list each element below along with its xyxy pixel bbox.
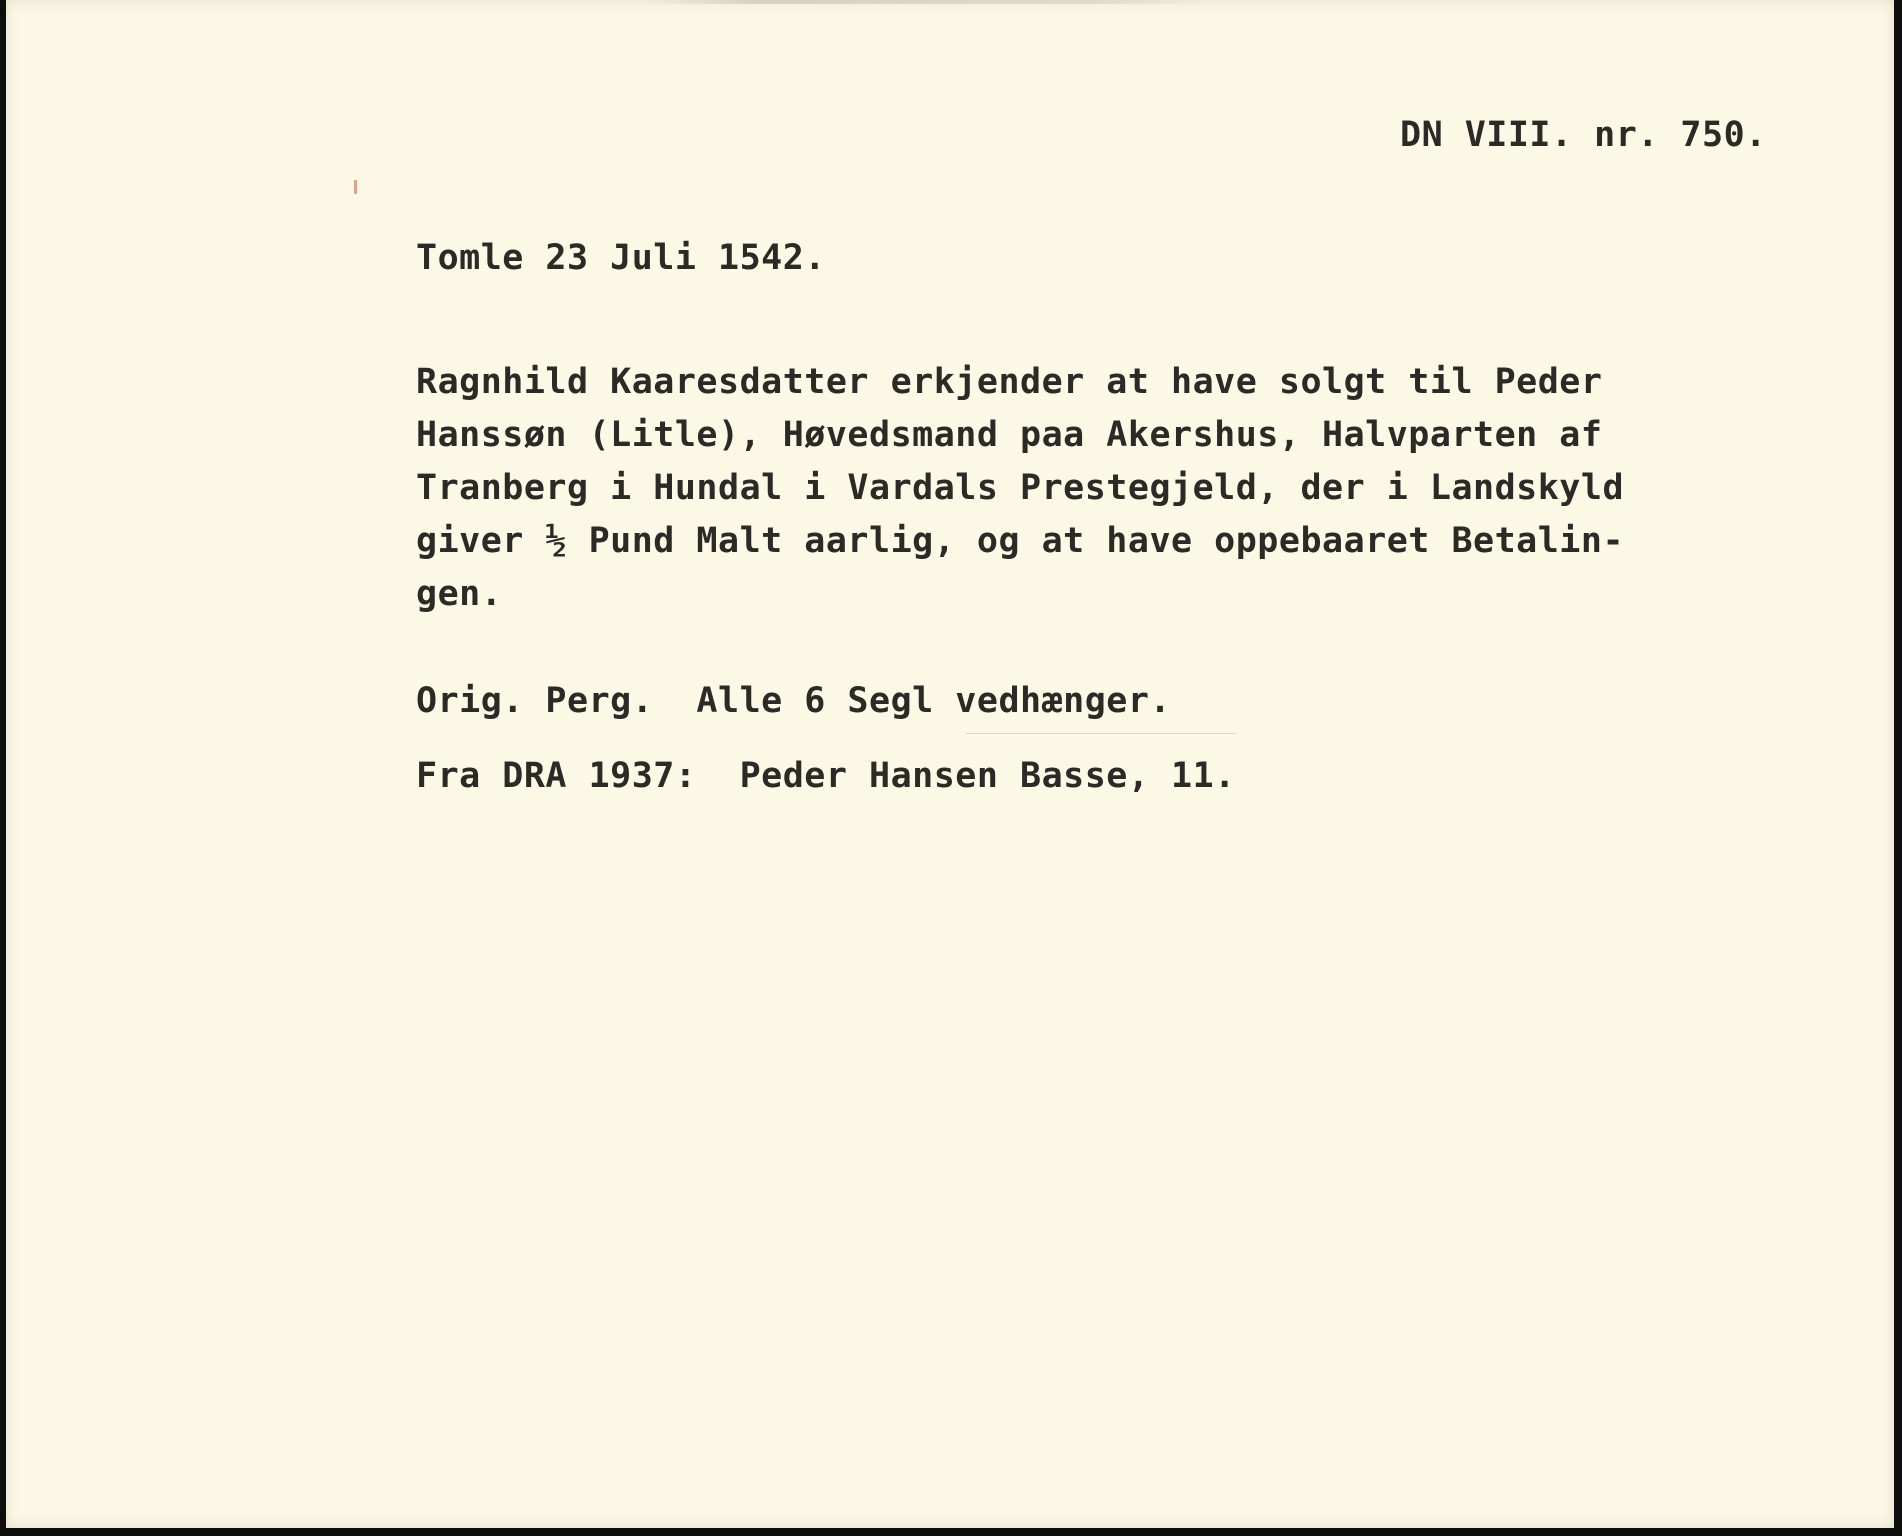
faint-underline-mark xyxy=(966,733,1236,734)
summary-line: Hanssøn (Litle), Høvedsmand paa Akershus, Halvparten af xyxy=(416,415,1603,455)
summary-line: Ragnhild Kaaresdatter erkjender at have solgt til Peder xyxy=(416,362,1603,402)
summary-line: giver ½ Pund Malt aarlig, og at have oppebaaret Betalin- xyxy=(416,521,1625,561)
top-edge-mark xyxy=(646,0,1206,4)
summary-line: gen. xyxy=(416,574,503,614)
summary-line: Tranberg i Hundal i Vardals Prestegjeld, der i Landskyld xyxy=(416,468,1625,508)
summary-text xyxy=(416,356,1624,621)
place-date-heading: Tomle 23 Juli 1542. xyxy=(416,238,826,278)
index-card xyxy=(6,0,1894,1528)
document-reference: DN VIII. nr. 750. xyxy=(1400,115,1767,155)
provenance-note: Fra DRA 1937: Peder Hansen Basse, 11. xyxy=(416,756,1236,796)
source-note: Orig. Perg. Alle 6 Segl vedhænger. xyxy=(416,681,1172,721)
margin-tick-mark xyxy=(354,180,357,194)
